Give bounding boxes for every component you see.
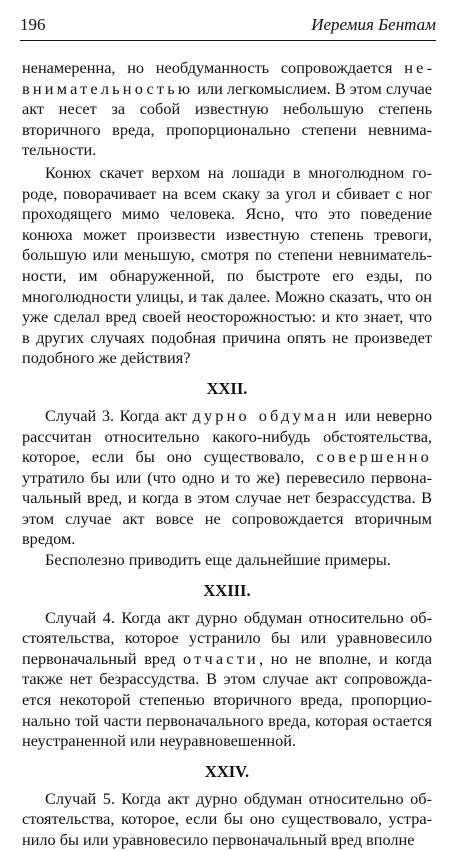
page-body xyxy=(22,58,432,851)
paragraph-text: утратило бы или (что одно и то же) перевесило первоначальный вред, и когда в этом случае нет безрассудства. В этом случае акт вовсе не сопровождается вторичным вредом. xyxy=(22,467,432,549)
paragraph-text: Случай 3. Когда акт xyxy=(45,405,193,425)
section-heading-xxiv: XXIV. xyxy=(204,761,250,781)
spaced-emphasis: невнимательностью xyxy=(22,58,432,98)
paragraph-text: ненамеренна, но необдуманность сопровождается xyxy=(22,58,405,77)
paragraph-text: или неверно рассчитан относительно какого-нибудь обстоятельства, которое, если бы оно существовало, xyxy=(22,405,432,467)
section-heading-xxiii: XXIII. xyxy=(203,580,251,600)
paragraph-case-5: Случай 5. Когда акт дурно обдуман относительно обстоятельства, которое, если бы оно существовало, устранило бы или уравновесило первоначальный вред вполне xyxy=(22,788,432,849)
paragraph-no-more-examples: Бесполезно приводить еще дальнейшие примеры. xyxy=(45,550,391,570)
paragraph-text: или легкомыслием. В этом случае акт несет за собой известную небольшую степень вторичного вреда, пропорционально степени невнимательности. xyxy=(22,78,432,160)
paragraph-text: Случай 4. Когда акт дурно обдуман относительно обстоятельства, которое устранило бы или уравновесило первоначальный вред xyxy=(22,607,432,668)
running-head xyxy=(20,14,436,36)
running-title: Иеремия Бентам xyxy=(311,15,436,34)
paragraph-groom-example: Конюх скачет верхом на лошади в многолюдном городе, поворачивает на всем скаку за угол и сбивает с ног проходящего мимо человека. Ясно, что это поведение конюха может произвести известную степень тревоги, большую или меньшую, смотря по степени невнимательности, им обнаруженной, по быстроте его езды, по многолюдности улицы, и так далее. Можно сказать, что он уже сделал вред своей неосторожностью: и кто знает, что в других случаях подобная причина опять не произведет подобного же действия? xyxy=(22,162,432,368)
header-rule xyxy=(20,40,436,41)
paragraph-case-3 xyxy=(22,406,432,550)
spaced-emphasis: отчасти xyxy=(183,648,259,668)
spaced-emphasis: дурно обдуман xyxy=(192,405,340,425)
section-heading-xxii: XXII. xyxy=(206,378,248,398)
paragraph-case-4 xyxy=(22,608,432,752)
page-number: 196 xyxy=(20,15,46,34)
spaced-emphasis: совершенно xyxy=(316,447,432,467)
paragraph-continued xyxy=(22,58,432,161)
paragraph-text: , но не вполне, и когда также нет безрассудства. В этом случае акт сопровождается некоторой степенью вторичного вреда, пропорционально той части первоначального вреда, которая остается неустраненной или неуравновешенной. xyxy=(22,648,432,751)
